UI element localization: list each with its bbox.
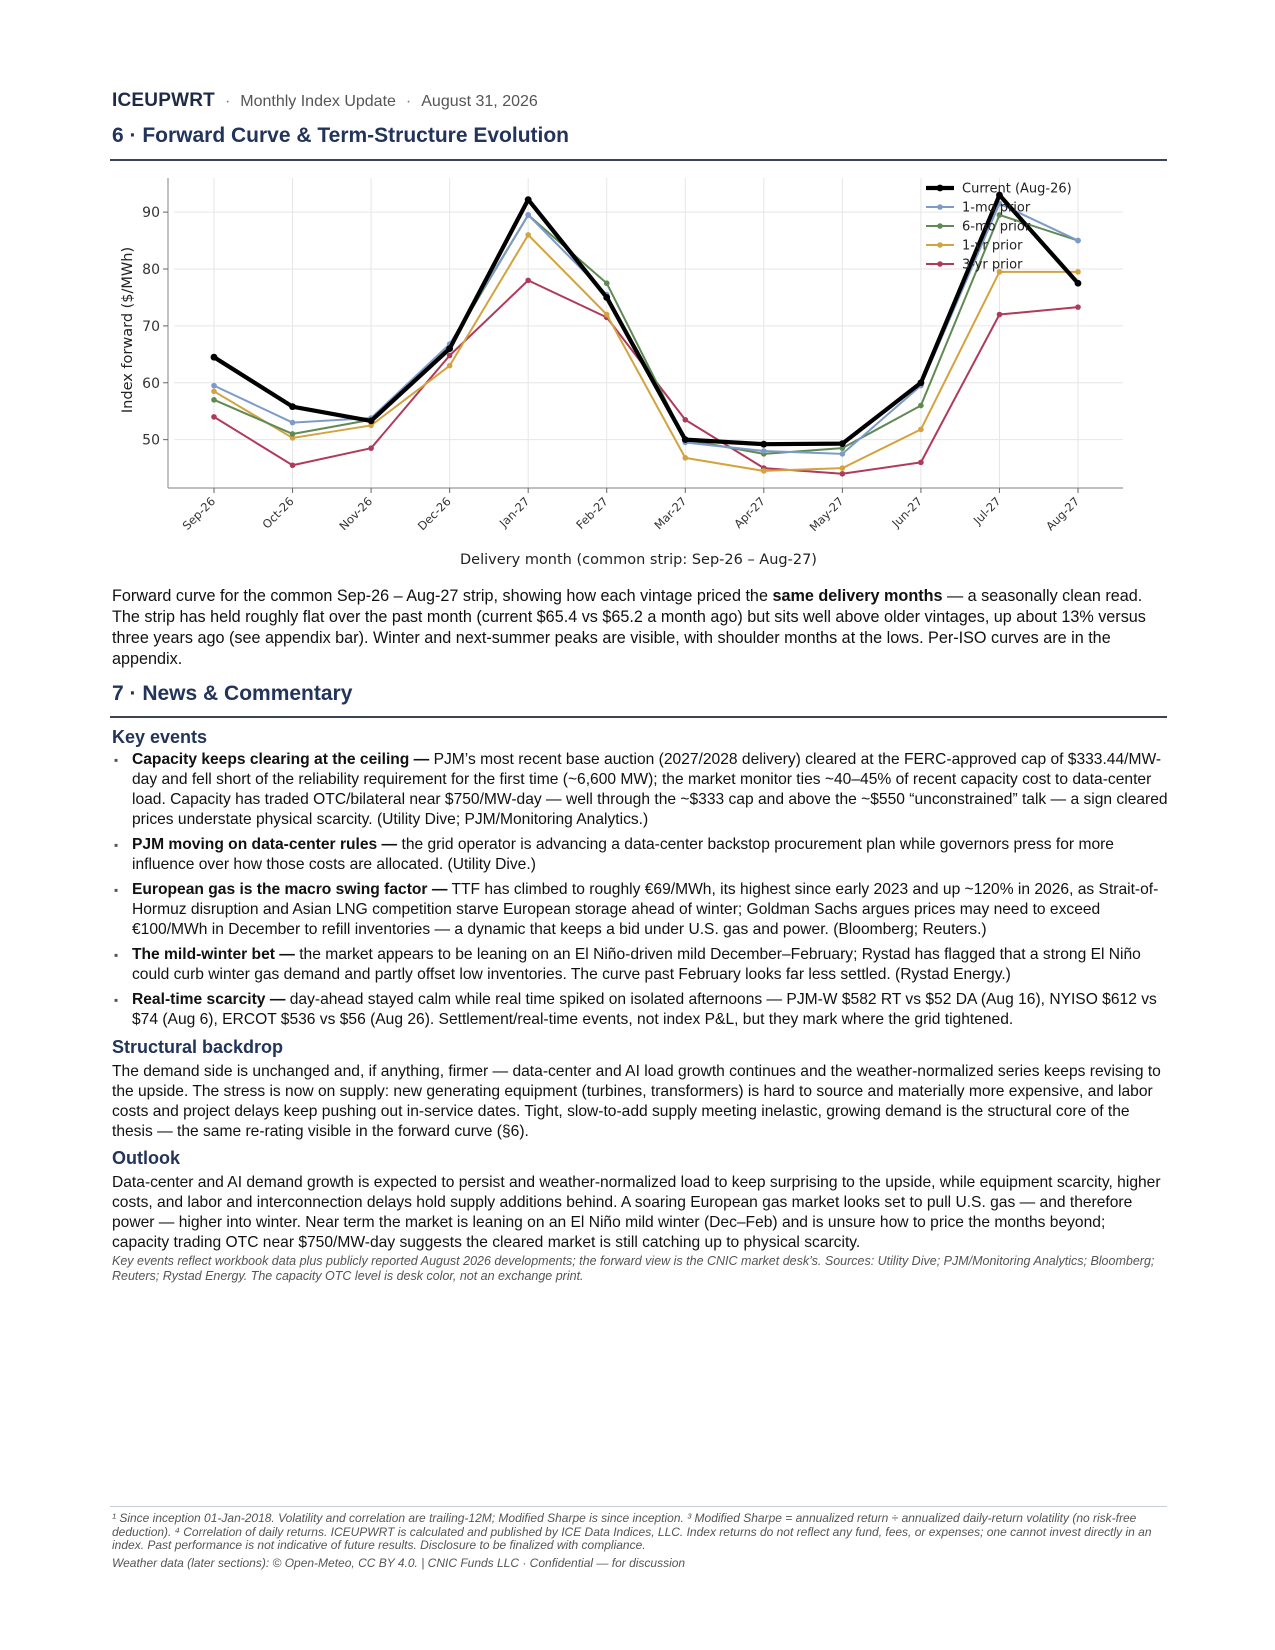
legend-label: 1-yr prior	[962, 238, 1023, 254]
data-point	[918, 427, 924, 433]
header-separator: ·	[405, 93, 412, 110]
data-point	[604, 312, 610, 318]
structural-backdrop-text: The demand side is unchanged and, if anything, firmer — data-center and AI load growth continues and the weather-normalized series keeps revising to the upside. The stress is now on supply: new generating equipment (turbines, transformers) is hard to source and materially more expensive, and labor costs and project delays keep pushing out in-service dates. Tight, slow-to-add supply meeting inelastic, growing demand is the structural core of the thesis — the same re-rating visible in the forward curve (§6).	[112, 1063, 1161, 1140]
x-tick-label: Mar-27	[651, 494, 690, 533]
legend-label: 3-yr prior	[962, 257, 1023, 273]
data-point	[603, 294, 610, 301]
data-point	[525, 278, 531, 284]
series-line	[214, 235, 1078, 471]
legend-label: Current (Aug-26)	[962, 181, 1072, 197]
legend-marker	[937, 185, 944, 192]
legend-label: 6-mo prior	[962, 219, 1031, 235]
data-point	[682, 417, 688, 423]
data-point	[525, 232, 531, 238]
data-point	[840, 471, 846, 477]
bullet-lead: Real-time scarcity —	[132, 991, 286, 1008]
series-line	[214, 280, 1078, 473]
section-6-title: 6 · Forward Curve & Term-Structure Evolution	[112, 124, 570, 147]
x-tick-label: Nov-26	[336, 494, 376, 534]
forward-curve-caption	[112, 586, 1162, 670]
structural-backdrop-heading: Structural backdrop	[112, 1037, 284, 1057]
caption-text-post: — a seasonally clean read. The strip has held roughly flat over the past month (current $65.4 vs $65.2 a month ago) but sits well above older vintages, up about 13% versus three years ago (see appendix bar). Winter and next-summer peaks are visible, with shoulder months at the lows. Per-ISO curves are in the appendix.	[112, 587, 1146, 668]
data-point	[368, 417, 375, 424]
bullet-marker: ▪	[114, 838, 119, 852]
data-point	[1075, 280, 1082, 287]
bullet-marker: ▪	[114, 993, 119, 1007]
data-point	[211, 414, 217, 420]
bullet-text: the grid operator is advancing a data-center backstop procurement plan while governors press for more influence over how those costs are allocated. (Utility Dive.)	[132, 836, 1114, 873]
section-6-rule	[110, 159, 1167, 161]
footer-disclosure: ¹ Since inception 01-Jan-2018. Volatility and correlation are trailing-12M; Modified Sharpe is since inception. ³ Modified Sharpe = annualized return ÷ annualized daily-return volatility (no risk-free deduction). ⁴ Correlation of daily returns. ICEUPWRT is calculated and published by ICE Data Indices, LLC. Index returns do not reflect any fund, fees, or expenses; one cannot invest directly in an index. Past performance is not indicative of future results. Disclosure to be finalized with compliance.	[112, 1511, 1152, 1552]
bullet-text: TTF has climbed to roughly €69/MWh, its highest since early 2023 and up ~120% in 2026, as Strait-of-Hormuz disruption and Asian LNG competition starve European storage ahead of winter; Goldman Sachs argues prices may need to exceed €100/MWh in December to refill inventories — a dynamic that keeps a bid under U.S. gas and power. (Bloomberg; Reuters.)	[132, 881, 1159, 938]
x-tick-label: Dec-26	[414, 494, 454, 534]
footer-rule	[110, 1506, 1167, 1507]
legend-label: 1-mo prior	[962, 200, 1031, 216]
data-point	[1075, 304, 1081, 310]
data-point	[211, 354, 218, 361]
bullet-lead: Capacity keeps clearing at the ceiling —	[132, 751, 430, 768]
y-tick-label: 60	[142, 375, 160, 392]
header-separator: ·	[224, 93, 231, 110]
section-7-rule	[110, 716, 1167, 718]
data-point	[525, 212, 531, 218]
y-tick-label: 70	[142, 318, 160, 335]
data-point	[997, 312, 1003, 318]
data-point	[290, 420, 296, 426]
bullet-text: day-ahead stayed calm while real time spiked on isolated afternoons — PJM-W $582 RT vs $52 DA (Aug 16), NYISO $612 vs $74 (Aug 6), ERCOT $536 vs $56 (Aug 26). Settlement/real-time events, not index P&L, but they mark where the grid tightened.	[132, 991, 1157, 1028]
bullet-lead: PJM moving on data-center rules —	[132, 836, 398, 853]
outlook-heading: Outlook	[112, 1148, 180, 1168]
y-tick-label: 80	[142, 262, 160, 279]
index-brand: ICEUPWRT	[112, 90, 215, 111]
data-point	[525, 196, 532, 203]
report-date: August 31, 2026	[421, 93, 538, 110]
x-tick-label: Jan-27	[496, 494, 533, 530]
x-tick-label: Jul-27	[970, 494, 1004, 528]
data-point	[211, 389, 217, 395]
bullet-text: PJM’s most recent base auction (2027/2028 delivery) cleared at the FERC-approved cap of $333.44/MW-day and fell short of the reliability requirement for the first time (~6,600 MW); the market monitor ties ~40–45% of recent capacity cost to data-center load. Capacity has traded OTC/bilateral near $750/MW-day — well through the ~$333 cap and above the ~$550 “unconstrained” talk — a sign cleared prices understate physical scarcity. (Utility Dive; PJM/Monitoring Analytics.)	[132, 751, 1168, 828]
footer	[112, 1512, 1172, 1570]
data-point	[1075, 238, 1081, 244]
data-point	[289, 403, 296, 410]
data-point	[682, 455, 688, 461]
caption-text-pre: Forward curve for the common Sep-26 – Aug-27 strip, showing how each vintage priced the	[112, 587, 773, 605]
legend-marker	[937, 242, 943, 248]
key-events-list	[112, 750, 1170, 1035]
list-item	[112, 750, 1170, 830]
report-subtitle: Monthly Index Update	[240, 93, 396, 110]
data-point	[290, 462, 296, 468]
data-point	[760, 441, 767, 448]
bullet-marker: ▪	[114, 753, 119, 767]
bullet-text: the market appears to be leaning on an El Niño-driven mild December–February; Rystad has flagged that a strong El Niño could curb winter gas demand and partly offset low inventories. The curve past February looks far less settled. (Rystad Energy.)	[132, 946, 1141, 983]
bullet-marker: ▪	[114, 883, 119, 897]
data-point	[290, 431, 296, 437]
report-header	[112, 90, 538, 112]
data-point	[761, 468, 767, 474]
x-tick-label: May-27	[806, 494, 847, 535]
x-tick-label: Oct-26	[259, 494, 297, 532]
list-item	[112, 945, 1170, 985]
data-point	[211, 383, 217, 389]
data-point	[446, 345, 453, 352]
legend-marker	[937, 223, 943, 229]
legend-marker	[937, 204, 943, 210]
data-point	[840, 451, 846, 457]
outlook-text: Data-center and AI demand growth is expected to persist and weather-normalized load to keep surprising to the upside, while equipment scarcity, higher costs, and labor and interconnection delays hold supply additions behind. A soaring European gas market looks set to pull U.S. gas — and therefore power — higher into winter. Near term the market is leaning on an El Niño mild winter (Dec–Feb) and is unsure how to price the months beyond; capacity trading OTC near $750/MW-day suggests the cleared market is still catching up to physical scarcity.	[112, 1174, 1161, 1251]
key-events-source-note: Key events reflect workbook data plus publicly reported August 2026 developments; the forward view is the CNIC market desk’s. Sources: Utility Dive; PJM/Monitoring Analytics; Bloomberg; Reuters; Rystad Energy. The capacity OTC level is desk color, not an exchange print.	[112, 1254, 1155, 1283]
forward-curve-chart	[110, 168, 1140, 568]
x-tick-label: Sep-26	[179, 494, 219, 533]
footer-attribution: Weather data (later sections): © Open-Meteo, CC BY 4.0. | CNIC Funds LLC · Confidential — for discussion	[112, 1555, 686, 1570]
data-point	[839, 440, 846, 447]
data-point	[447, 353, 453, 359]
bullet-lead: The mild-winter bet —	[132, 946, 295, 963]
section-7-title: 7 · News & Commentary	[112, 682, 353, 705]
y-tick-label: 90	[142, 205, 160, 222]
key-events-heading: Key events	[112, 727, 208, 747]
data-point	[840, 465, 846, 471]
x-tick-label: Jun-27	[889, 494, 926, 531]
data-point	[1075, 269, 1081, 275]
bullet-marker: ▪	[114, 948, 119, 962]
series-line	[214, 195, 1078, 444]
list-item	[112, 880, 1170, 940]
data-point	[761, 448, 767, 454]
data-point	[918, 460, 924, 466]
x-tick-label: Apr-27	[731, 494, 768, 531]
legend-marker	[937, 261, 943, 267]
list-item	[112, 990, 1170, 1030]
caption-text-bold: same delivery months	[772, 587, 943, 605]
list-item	[112, 835, 1170, 875]
x-tick-label: Aug-27	[1043, 494, 1083, 534]
bullet-lead: European gas is the macro swing factor —	[132, 881, 448, 898]
data-point	[604, 280, 610, 286]
data-point	[447, 363, 453, 369]
data-point	[368, 445, 374, 451]
x-tick-label: Feb-27	[573, 494, 611, 532]
x-axis-label: Delivery month (common strip: Sep-26 – Aug-27)	[460, 552, 817, 568]
data-point	[918, 379, 925, 386]
data-point	[682, 436, 689, 443]
y-tick-label: 50	[142, 432, 160, 449]
data-point	[211, 397, 217, 403]
y-axis-label: Index forward ($/MWh)	[120, 246, 136, 414]
data-point	[918, 403, 924, 409]
